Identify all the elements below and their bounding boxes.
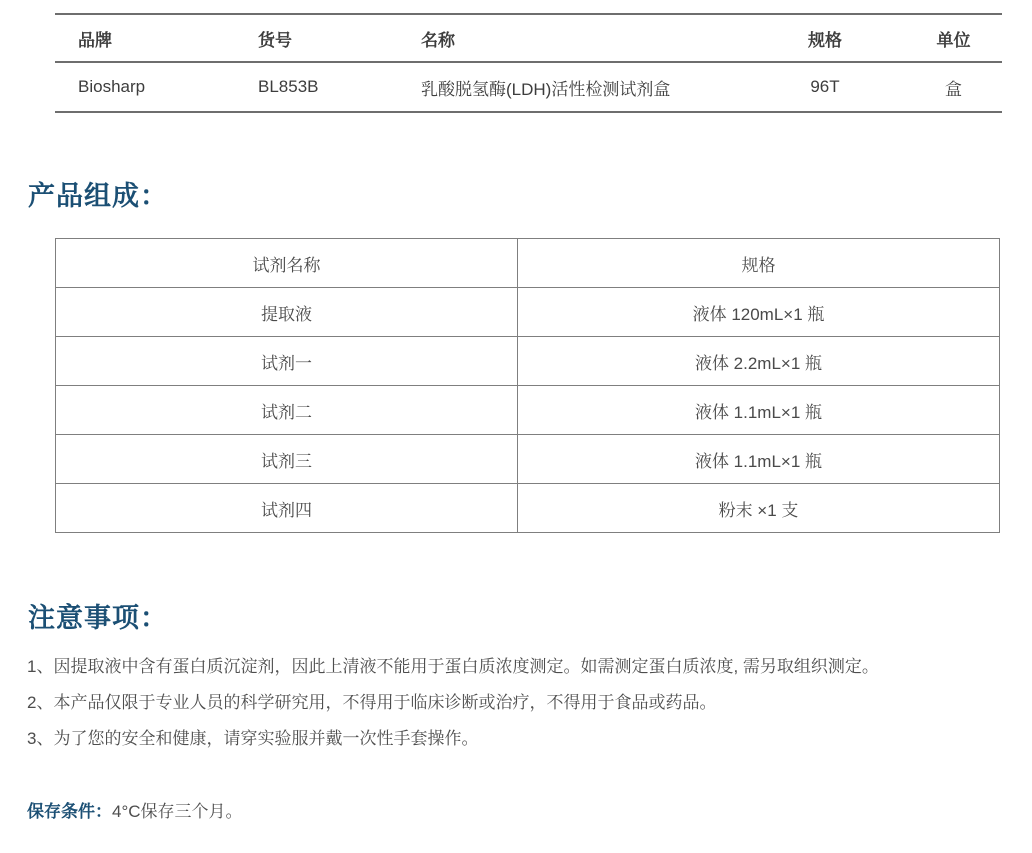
table-row	[56, 337, 1000, 386]
header-reagent-spec: 规格	[518, 239, 1000, 288]
cell-reagent-spec: 液体 120mL×1 瓶	[518, 288, 1000, 337]
product-info-table	[55, 13, 1002, 113]
note-item-2: 2、本产品仅限于专业人员的科学研究用，不得用于临床诊断或治疗，不得用于食品或药品。	[27, 693, 717, 712]
cell-reagent-name: 试剂一	[56, 337, 518, 386]
cell-product-name: 乳酸脱氢酶(LDH)活性检测试剂盒	[421, 79, 671, 99]
header-reagent-name: 试剂名称	[56, 239, 518, 288]
cell-reagent-spec: 液体 1.1mL×1 瓶	[518, 386, 1000, 435]
header-unit: 单位	[905, 14, 1002, 62]
note-item-3: 3、为了您的安全和健康，请穿实验服并戴一次性手套操作。	[27, 729, 479, 748]
storage-conditions	[27, 800, 1032, 823]
cell-specification: 96T	[810, 77, 840, 96]
table-row	[56, 484, 1000, 533]
storage-value: 4°C保存三个月。	[112, 802, 243, 821]
section-heading-notes: 注意事项：	[28, 603, 168, 633]
cell-reagent-name: 提取液	[56, 288, 518, 337]
table-row	[56, 288, 1000, 337]
cell-brand: Biosharp	[78, 77, 146, 96]
cell-reagent-spec: 液体 1.1mL×1 瓶	[518, 435, 1000, 484]
notes-list	[27, 655, 1032, 750]
section-heading-composition: 产品组成：	[28, 181, 168, 211]
cell-catalog-number: BL853B	[258, 77, 319, 96]
composition-table	[55, 238, 1000, 533]
note-item-1: 1、因提取液中含有蛋白质沉淀剂，因此上清液不能用于蛋白质浓度测定。如需测定蛋白质浓度, 需另取组织测定。	[27, 657, 879, 676]
storage-label: 保存条件：	[27, 802, 112, 821]
header-catalog-number: 货号	[258, 14, 421, 62]
composition-header-row	[56, 239, 1000, 288]
cell-reagent-name: 试剂二	[56, 386, 518, 435]
product-info-header-row	[55, 14, 1002, 62]
header-specification: 规格	[745, 14, 905, 62]
cell-reagent-spec: 粉末 ×1 支	[518, 484, 1000, 533]
header-product-name: 名称	[421, 14, 745, 62]
cell-reagent-spec: 液体 2.2mL×1 瓶	[518, 337, 1000, 386]
table-row	[56, 386, 1000, 435]
product-info-row	[55, 62, 1002, 112]
header-brand: 品牌	[55, 14, 258, 62]
cell-reagent-name: 试剂四	[56, 484, 518, 533]
cell-reagent-name: 试剂三	[56, 435, 518, 484]
cell-unit: 盒	[945, 79, 962, 99]
table-row	[56, 435, 1000, 484]
